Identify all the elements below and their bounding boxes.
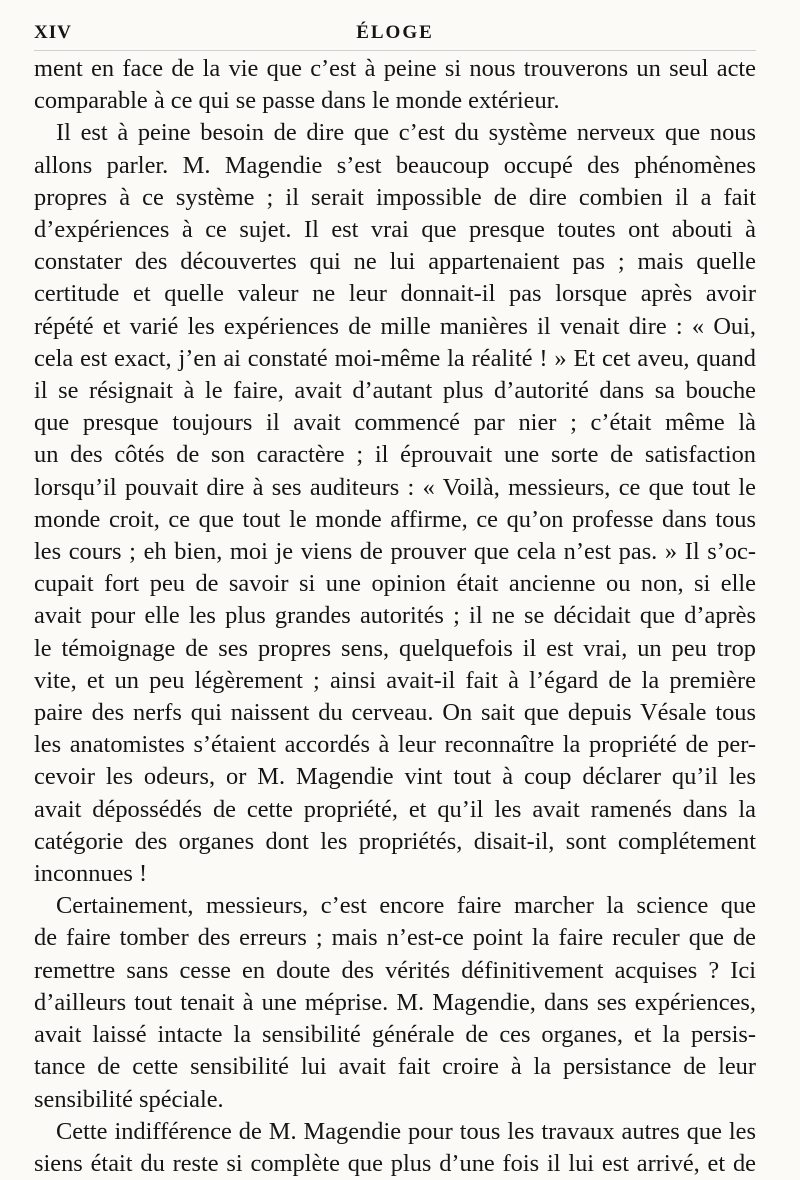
text-line: allons parler. M. Magendie s’est beaucoup occupé des phénomènes [34,151,756,179]
text-line: le témoignage de ses propres sens, quelquefois il est vrai, un peu trop [34,634,756,662]
text-line: remettre sans cesse en doute des vérités définitivement acquises ? Ici [34,956,756,984]
text-line: un des côtés de son caractère ; il éprouvait une sorte de satisfaction [34,441,756,469]
text-line: catégorie des organes dont les propriétés, disait-il, sont complétement [34,827,756,855]
text-line: les cours ; eh bien, moi je viens de prouver que cela n’est pas. » Il s’oc- [34,538,756,566]
text-line: les anatomistes s’étaient accordés à leur reconnaître la propriété de per- [34,731,756,759]
text-line: d’expériences à ce sujet. Il est vrai que presque toutes ont abouti à [34,216,756,244]
text-line: sensibilité spéciale. [34,1085,224,1113]
text-line: Certainement, messieurs, c’est encore faire marcher la science que [56,892,756,920]
text-line: d’ailleurs tout tenait à une méprise. M. Magendie, dans ses expériences, [34,988,756,1016]
running-title: ÉLOGE [356,22,434,43]
text-line: cupait fort peu de savoir si une opinion était ancienne ou non, si elle [34,570,756,598]
text-line: monde croit, ce que tout le monde affirme, ce qu’on professe dans tous [34,505,756,533]
text-line: de faire tomber des erreurs ; mais n’est-ce point la faire reculer que de [34,924,756,952]
text-line: constater des découvertes qui ne lui appartenaient pas ; mais quelle [34,248,756,276]
text-line: inconnues ! [34,860,148,888]
text-line: que presque toujours il avait commencé par nier ; c’était même là [34,409,756,437]
text-line: avait pour elle les plus grandes autorités ; il ne se décidait que d’après [34,602,756,630]
text-line: Il est à peine besoin de dire que c’est du système nerveux que nous [56,119,756,147]
text-line: avait dépossédés de cette propriété, et qu’il les avait ramenés dans la [34,795,756,823]
body-text [34,53,756,1180]
text-line: répété et varié les expériences de mille manières il venait dire : « Oui, [34,312,756,340]
text-line: comparable à ce qui se passe dans le monde extérieur. [34,87,560,115]
text-line: ment en face de la vie que c’est à peine si nous trouverons un seul acte [34,55,756,82]
text-line: Cette indifférence de M. Magendie pour tous les travaux autres que les [56,1117,756,1145]
text-line: propres à ce système ; il serait impossible de dire combien il a fait [34,183,756,211]
text-line: siens était du reste si complète que plus d’une fois il lui est arrivé, et de [34,1149,756,1177]
text-line: paire des nerfs qui naissent du cerveau. On sait que depuis Vésale tous [34,699,756,727]
text-line: cevoir les odeurs, or M. Magendie vint tout à coup déclarer qu’il les [34,763,756,791]
text-line: vite, et un peu légèrement ; ainsi avait-il fait à l’égard de la première [34,666,756,694]
text-line: tance de cette sensibilité lui avait fait croire à la persistance de leur [34,1053,756,1081]
text-line: il se résignait à le faire, avait d’autant plus d’autorité dans sa bouche [34,377,756,405]
running-header [34,14,756,51]
text-line: certitude et quelle valeur ne leur donnait-il pas lorsque après avoir [34,280,756,308]
page-number: XIV [34,22,72,43]
text-line: cela est exact, j’en ai constaté moi-même la réalité ! » Et cet aveu, quand [34,344,756,372]
text-line: avait laissé intacte la sensibilité générale de ces organes, et la persis- [34,1021,756,1049]
text-line: lorsqu’il pouvait dire à ses auditeurs : « Voilà, messieurs, ce que tout le [34,473,756,501]
